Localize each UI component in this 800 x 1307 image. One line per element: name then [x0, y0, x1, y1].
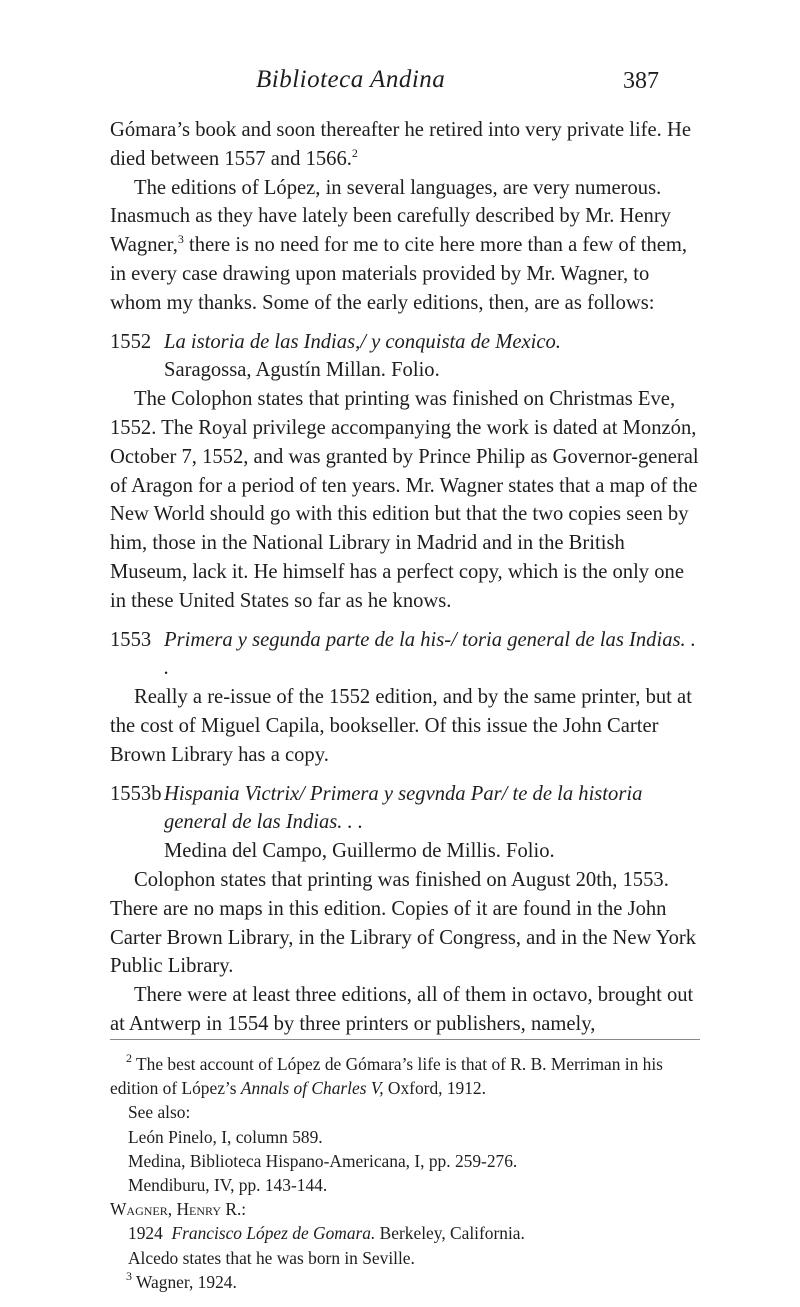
edition-note: Really a re-issue of the 1552 edition, and by the same printer, but at the cost of Miguel Capila, bookseller. Of this issue the John Carter Brown Library has a copy.	[110, 686, 692, 766]
reference-item: León Pinelo, I, column 589.	[128, 1126, 323, 1147]
running-title: Biblioteca Andina	[256, 66, 446, 93]
paragraph-2	[110, 174, 700, 318]
paragraph-2-text-b: there is no need for me to cite here more than a few of them, in every case drawing upon materials provided by Mr. Wagner, to whom my thanks. Some of the early editions, then, are as follows:	[110, 234, 688, 314]
footnote-2	[110, 1052, 700, 1100]
footnote-text: The best account of López de Gómara’s life is that of R. B. Merriman in his edition of López’s	[110, 1054, 663, 1099]
footnote-text-end: Oxford, 1912.	[383, 1078, 486, 1099]
footnote-divider	[110, 1039, 700, 1040]
edition-heading	[110, 626, 700, 684]
footnote-ref-3: 3	[177, 232, 184, 247]
reference-author	[110, 1197, 700, 1221]
edition-entry-1552	[110, 328, 700, 616]
edition-imprint: Saragossa, Agustín Millan. Folio.	[164, 359, 440, 382]
footnote-mark: 3	[126, 1268, 132, 1283]
edition-title: La istoria de las Indias,/ y conquista de Mexico.	[164, 330, 561, 353]
reference-place: Berkeley, California.	[375, 1223, 525, 1244]
edition-note: The Colophon states that printing was finished on Christmas Eve, 1552. The Royal privilege accompanying the work is dated at Monzón, October 7, 1552, and was granted by Prince Philip as Governor-general of Aragon for a period of ten years. Mr. Wagner states that a map of the New World should go with this edition but that the two copies seen by him, those in the National Library in Madrid and in the British Museum, lack it. He himself has a perfect copy, which is the only one in these United States so far as he knows.	[110, 388, 699, 612]
edition-imprint: Medina del Campo, Guillermo de Millis. Folio.	[164, 840, 555, 863]
reference-title: Francisco López de Gomara.	[171, 1223, 376, 1244]
footnote-ref-2: 2	[351, 145, 358, 160]
edition-heading	[110, 780, 700, 838]
main-text	[110, 116, 700, 1039]
edition-title: Hispania Victrix/ Primera y segvnda Par/ te de la historia general de las Indias. . .	[164, 782, 643, 834]
reference-year: 1924	[128, 1223, 163, 1244]
reference-item: Mendiburu, IV, pp. 143-144.	[128, 1175, 328, 1196]
edition-heading	[110, 328, 700, 357]
paragraph-last: There were at least three editions, all of them in octavo, brought out at Antwerp in 1554 by three printers or publishers, namely,	[110, 984, 694, 1035]
edition-entry-1553b	[110, 780, 700, 982]
edition-entry-1553	[110, 626, 700, 770]
paragraph-1	[110, 116, 700, 174]
edition-year: 1552	[110, 330, 152, 353]
edition-note: Colophon states that printing was finished on August 20th, 1553. There are no maps in this edition. Copies of it are found in the John Carter Brown Library, in the Library of Congress, and in the New York Public Library.	[110, 868, 697, 978]
author-name: Wagner, Henry R.:	[110, 1199, 247, 1220]
edition-title: Primera y segunda parte de la his-/ toria general de las Indias. . .	[164, 628, 696, 680]
paragraph-1-text: Gómara’s book and soon thereafter he retired into very private life. He died between 1557 and 1566.	[110, 119, 691, 170]
edition-year: 1553	[110, 628, 152, 651]
footnote-italic-title: Annals of Charles V,	[240, 1078, 384, 1099]
see-also-label: See also:	[128, 1102, 191, 1123]
page-number: 387	[623, 68, 659, 94]
alcedo-note: Alcedo states that he was born in Seville.	[128, 1247, 415, 1268]
footnotes	[110, 1052, 700, 1294]
footnote-mark: 2	[126, 1051, 132, 1065]
footnote-3	[110, 1270, 700, 1294]
reference-item: Medina, Biblioteca Hispano-Americana, I, pp. 259-276.	[128, 1150, 518, 1171]
edition-year: 1553b	[110, 782, 162, 805]
page-header	[0, 58, 800, 98]
paragraph-2-text-a: The editions of López, in several languages, are very numerous. Inasmuch as they have lately been carefully described by Mr. Henry Wagner,	[110, 176, 671, 257]
footnote-text: Wagner, 1924.	[132, 1271, 237, 1292]
reference-item	[110, 1221, 700, 1245]
